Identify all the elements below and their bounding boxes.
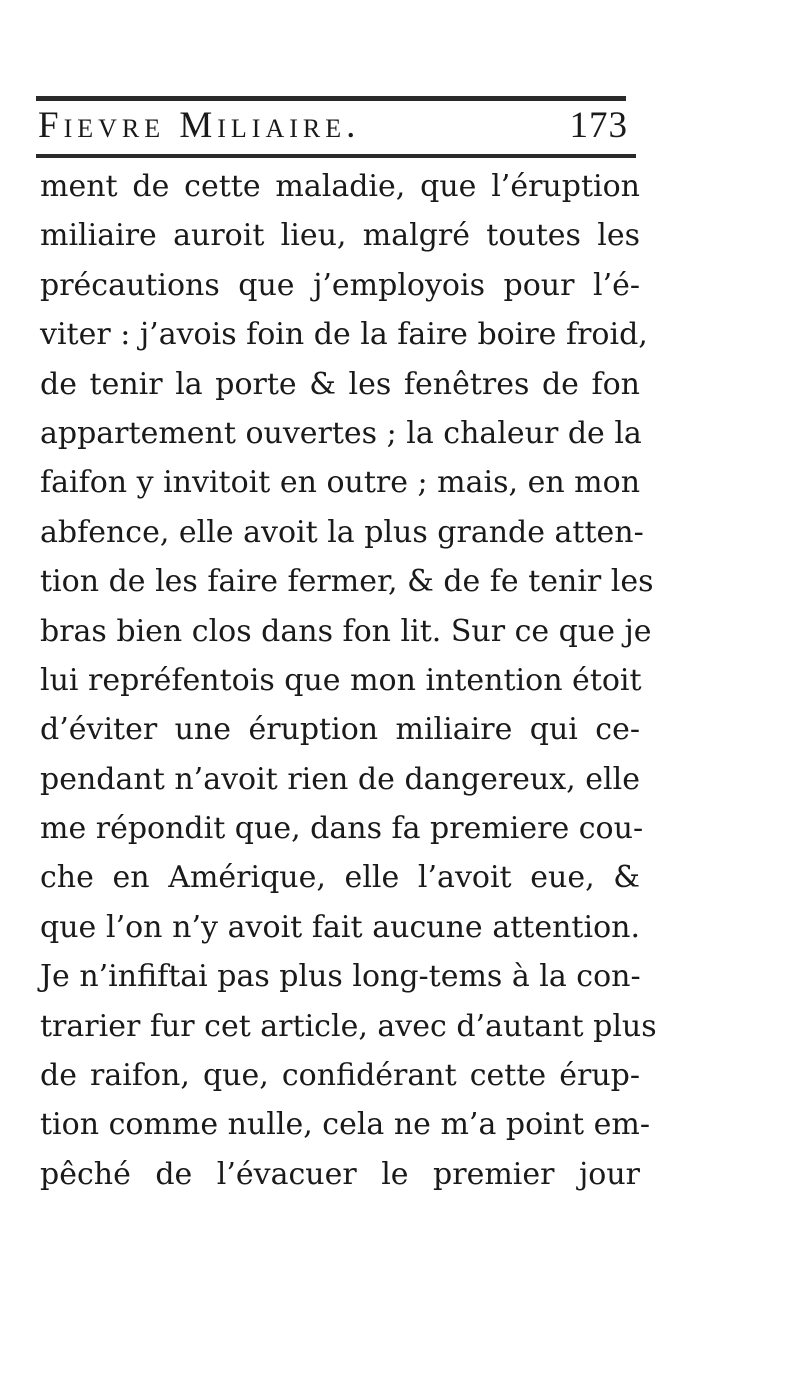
text-line: abfence, elle avoit la plus grande atten- [40, 514, 644, 550]
text-line: lui repréfentois que mon intention étoit [40, 662, 642, 698]
text-line: tion de les faire fermer, & de fe tenir les [40, 564, 654, 600]
text-line: viter : j’avois foin de la faire boire froid, [40, 317, 648, 353]
text-line: tion comme nulle, cela ne m’a point em- [40, 1107, 650, 1143]
running-head [38, 100, 628, 152]
running-head-title: Fievre Miliaire. [38, 105, 361, 146]
text-line: appartement ouvertes ; la chaleur de la [40, 415, 642, 451]
text-line: pendant n’avoit rien de dangereux, elle [40, 761, 640, 797]
text-line: bras bien clos dans fon lit. Sur ce que je [40, 613, 652, 649]
text-line: pêché de l’évacuer le premier jour [40, 1156, 640, 1192]
text-line: de raifon, que, confidérant cette érup- [40, 1058, 640, 1094]
page-number: 173 [569, 105, 628, 146]
body-text [40, 162, 657, 1199]
text-line: précautions que j’employois pour l’é- [40, 267, 640, 303]
text-line: de tenir la porte & les fenêtres de fon [40, 366, 640, 402]
text-line: che en Amérique, elle l’avoit eue, & [40, 860, 640, 896]
text-line: trarier fur cet article, avec d’autant plus [40, 1008, 657, 1044]
text-line: que l’on n’y avoit fait aucune attention. [40, 909, 640, 945]
header-bottom-rule [36, 154, 636, 158]
text-line: Je n’infiftai pas plus long-tems à la con- [40, 959, 641, 995]
text-line: me répondit que, dans fa premiere cou- [40, 811, 644, 847]
text-line: faifon y invitoit en outre ; mais, en mon [40, 465, 641, 501]
text-line: ment de cette maladie, que l’éruption [40, 169, 640, 204]
text-line: miliaire auroit lieu, malgré toutes les [40, 218, 640, 254]
text-line: d’éviter une éruption miliaire qui ce- [40, 712, 640, 748]
